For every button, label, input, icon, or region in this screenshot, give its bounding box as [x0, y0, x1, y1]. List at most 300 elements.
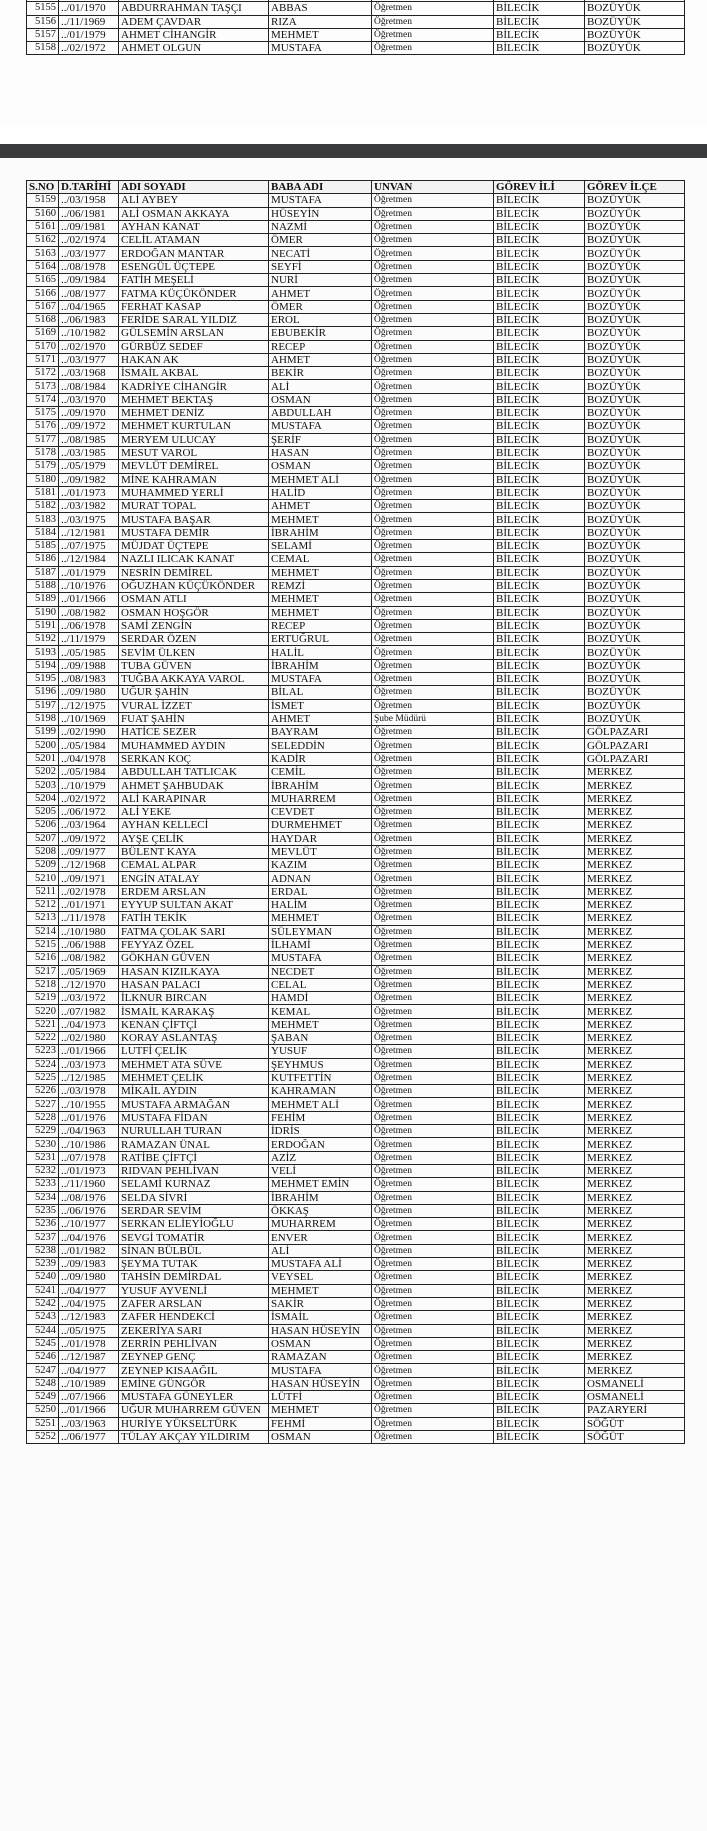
cell-father-name: NAZMİ	[269, 220, 372, 233]
table-row	[27, 672, 685, 685]
cell-father-name: MEHMET	[269, 1284, 372, 1297]
cell-duty-province: BİLECİK	[494, 1018, 585, 1031]
cell-father-name: İBRAHİM	[269, 526, 372, 539]
table-row	[27, 1297, 685, 1310]
cell-title: Öğretmen	[372, 739, 494, 752]
cell-title: Öğretmen	[372, 1258, 494, 1271]
cell-full-name: SERDAR SEVİM	[119, 1204, 269, 1217]
cell-duty-province: BİLECİK	[494, 1324, 585, 1337]
cell-full-name: TAHSİN DEMİRDAL	[119, 1271, 269, 1284]
cell-full-name: MUHAMMED YERLİ	[119, 486, 269, 499]
cell-duty-province: BİLECİK	[494, 407, 585, 420]
cell-birth-date: ../08/1983	[59, 672, 119, 685]
cell-duty-district: MERKEZ	[585, 1364, 685, 1377]
cell-full-name: İSMAİL KARAKAŞ	[119, 1005, 269, 1018]
cell-full-name: TÜLAY AKÇAY YILDIRIM	[119, 1430, 269, 1443]
cell-full-name: HATİCE SEZER	[119, 726, 269, 739]
page-gap	[0, 126, 707, 144]
cell-birth-date: ../04/1965	[59, 300, 119, 313]
cell-title: Öğretmen	[372, 819, 494, 832]
cell-sno: 5176	[27, 420, 59, 433]
table-row	[27, 486, 685, 499]
cell-duty-province: BİLECİK	[494, 1032, 585, 1045]
cell-father-name: ERTUĞRUL	[269, 633, 372, 646]
cell-duty-district: BOZÜYÜK	[585, 606, 685, 619]
cell-title: Öğretmen	[372, 1377, 494, 1390]
cell-sno: 5202	[27, 766, 59, 779]
cell-full-name: AYHAN KANAT	[119, 220, 269, 233]
cell-birth-date: ../02/1970	[59, 340, 119, 353]
cell-birth-date: ../10/1977	[59, 1218, 119, 1231]
cell-duty-province: BİLECİK	[494, 247, 585, 260]
table-row	[27, 274, 685, 287]
cell-sno: 5160	[27, 207, 59, 220]
cell-father-name: REMZİ	[269, 579, 372, 592]
cell-duty-province: BİLECİK	[494, 1204, 585, 1217]
table-row	[27, 194, 685, 207]
cell-father-name: ÖKKAŞ	[269, 1204, 372, 1217]
cell-duty-province: BİLECİK	[494, 1404, 585, 1417]
cell-duty-district: BOZÜYÜK	[585, 247, 685, 260]
cell-father-name: AHMET	[269, 712, 372, 725]
cell-full-name: FUAT ŞAHİN	[119, 712, 269, 725]
cell-father-name: ADNAN	[269, 872, 372, 885]
cell-birth-date: ../02/1972	[59, 42, 119, 55]
cell-sno: 5215	[27, 938, 59, 951]
cell-father-name: MEHMET	[269, 912, 372, 925]
cell-sno: 5158	[27, 42, 59, 55]
cell-duty-province: BİLECİK	[494, 207, 585, 220]
cell-full-name: EMİNE GÜNGÖR	[119, 1377, 269, 1390]
table-row	[27, 965, 685, 978]
cell-birth-date: ../11/1979	[59, 633, 119, 646]
cell-title: Öğretmen	[372, 859, 494, 872]
table-row	[27, 712, 685, 725]
table-row	[27, 540, 685, 553]
cell-full-name: RIDVAN PEHLİVAN	[119, 1164, 269, 1177]
cell-duty-district: MERKEZ	[585, 1005, 685, 1018]
cell-title: Öğretmen	[372, 42, 494, 55]
cell-birth-date: ../05/1969	[59, 965, 119, 978]
cell-duty-province: BİLECİK	[494, 766, 585, 779]
cell-birth-date: ../07/1982	[59, 1005, 119, 1018]
cell-father-name: ALİ	[269, 380, 372, 393]
table-row	[27, 1164, 685, 1177]
cell-birth-date: ../09/1984	[59, 274, 119, 287]
cell-sno: 5219	[27, 992, 59, 1005]
personnel-table	[26, 180, 685, 1444]
cell-duty-district: BOZÜYÜK	[585, 287, 685, 300]
table-row	[27, 1351, 685, 1364]
cell-full-name: TUĞBA AKKAYA VAROL	[119, 672, 269, 685]
cell-father-name: İDRİS	[269, 1125, 372, 1138]
cell-duty-district: MERKEZ	[585, 1138, 685, 1151]
table-row	[27, 1377, 685, 1390]
cell-duty-district: OSMANELİ	[585, 1391, 685, 1404]
cell-duty-province: BİLECİK	[494, 832, 585, 845]
cell-full-name: NESRİN DEMİREL	[119, 566, 269, 579]
cell-full-name: MUSTAFA DEMİR	[119, 526, 269, 539]
cell-birth-date: ../06/1981	[59, 207, 119, 220]
cell-father-name: MUSTAFA	[269, 952, 372, 965]
cell-title: Öğretmen	[372, 686, 494, 699]
cell-birth-date: ../08/1985	[59, 433, 119, 446]
cell-title: Öğretmen	[372, 1164, 494, 1177]
cell-full-name: RAMAZAN ÜNAL	[119, 1138, 269, 1151]
cell-birth-date: ../11/1960	[59, 1178, 119, 1191]
cell-sno: 5224	[27, 1058, 59, 1071]
cell-title: Öğretmen	[372, 274, 494, 287]
cell-duty-district: MERKEZ	[585, 832, 685, 845]
cell-duty-district: BOZÜYÜK	[585, 540, 685, 553]
cell-sno: 5161	[27, 220, 59, 233]
cell-father-name: MEHMET	[269, 513, 372, 526]
table-row	[27, 446, 685, 459]
table-row	[27, 1151, 685, 1164]
cell-duty-district: GÖLPAZARI	[585, 739, 685, 752]
cell-full-name: MESUT VAROL	[119, 446, 269, 459]
cell-title: Öğretmen	[372, 1391, 494, 1404]
cell-sno: 5235	[27, 1204, 59, 1217]
cell-duty-province: BİLECİK	[494, 367, 585, 380]
cell-duty-province: BİLECİK	[494, 925, 585, 938]
cell-sno: 5236	[27, 1218, 59, 1231]
cell-father-name: İSMET	[269, 699, 372, 712]
cell-birth-date: ../05/1975	[59, 1324, 119, 1337]
cell-title: Öğretmen	[372, 566, 494, 579]
cell-full-name: ABDULLAH TATLICAK	[119, 766, 269, 779]
cell-title: Öğretmen	[372, 353, 494, 366]
cell-father-name: MEHMET	[269, 28, 372, 41]
cell-duty-province: BİLECİK	[494, 606, 585, 619]
cell-duty-district: MERKEZ	[585, 1045, 685, 1058]
cell-sno: 5197	[27, 699, 59, 712]
cell-birth-date: ../04/1973	[59, 1018, 119, 1031]
personnel-table-body	[27, 194, 685, 1444]
cell-birth-date: ../11/1969	[59, 15, 119, 28]
cell-duty-district: MERKEZ	[585, 779, 685, 792]
cell-father-name: MEHMET ALİ	[269, 473, 372, 486]
cell-sno: 5162	[27, 234, 59, 247]
cell-father-name: MUSTAFA ALİ	[269, 1258, 372, 1271]
cell-birth-date: ../11/1978	[59, 912, 119, 925]
cell-sno: 5180	[27, 473, 59, 486]
cell-duty-district: BOZÜYÜK	[585, 274, 685, 287]
cell-birth-date: ../12/1981	[59, 526, 119, 539]
table-row	[27, 646, 685, 659]
cell-duty-district: MERKEZ	[585, 1231, 685, 1244]
cell-title: Öğretmen	[372, 606, 494, 619]
cell-duty-province: BİLECİK	[494, 845, 585, 858]
cell-duty-district: BOZÜYÜK	[585, 15, 685, 28]
cell-father-name: CELAL	[269, 978, 372, 991]
cell-father-name: ALİ	[269, 1244, 372, 1257]
table-row	[27, 1058, 685, 1071]
cell-duty-district: BOZÜYÜK	[585, 513, 685, 526]
cell-title: Öğretmen	[372, 619, 494, 632]
cell-full-name: FATİH MEŞELİ	[119, 274, 269, 287]
table-row	[27, 659, 685, 672]
cell-father-name: KADİR	[269, 752, 372, 765]
cell-title: Öğretmen	[372, 1138, 494, 1151]
cell-sno: 5174	[27, 393, 59, 406]
cell-birth-date: ../01/1971	[59, 899, 119, 912]
cell-title: Öğretmen	[372, 540, 494, 553]
cell-title: Öğretmen	[372, 407, 494, 420]
cell-duty-district: MERKEZ	[585, 899, 685, 912]
cell-sno: 5243	[27, 1311, 59, 1324]
cell-duty-province: BİLECİK	[494, 433, 585, 446]
cell-birth-date: ../12/1968	[59, 859, 119, 872]
cell-father-name: HAMDİ	[269, 992, 372, 1005]
cell-birth-date: ../09/1971	[59, 872, 119, 885]
cell-full-name: ZAFER ARSLAN	[119, 1297, 269, 1310]
cell-duty-province: BİLECİK	[494, 327, 585, 340]
cell-duty-province: BİLECİK	[494, 500, 585, 513]
cell-full-name: MEHMET ATA SÜVE	[119, 1058, 269, 1071]
cell-father-name: HAYDAR	[269, 832, 372, 845]
cell-title: Öğretmen	[372, 1351, 494, 1364]
cell-sno: 5182	[27, 500, 59, 513]
cell-birth-date: ../01/1966	[59, 1404, 119, 1417]
cell-birth-date: ../03/1972	[59, 992, 119, 1005]
cell-duty-province: BİLECİK	[494, 1111, 585, 1124]
cell-full-name: ZEKERİYA SARI	[119, 1324, 269, 1337]
cell-duty-district: MERKEZ	[585, 1271, 685, 1284]
cell-duty-district: BOZÜYÜK	[585, 353, 685, 366]
cell-duty-district: BOZÜYÜK	[585, 659, 685, 672]
cell-birth-date: ../01/1973	[59, 486, 119, 499]
cell-duty-province: BİLECİK	[494, 593, 585, 606]
cell-duty-district: BOZÜYÜK	[585, 712, 685, 725]
table-row	[27, 287, 685, 300]
cell-title: Öğretmen	[372, 965, 494, 978]
cell-full-name: KADRİYE CİHANGİR	[119, 380, 269, 393]
cell-title: Öğretmen	[372, 500, 494, 513]
cell-birth-date: ../08/1984	[59, 380, 119, 393]
cell-duty-province: BİLECİK	[494, 579, 585, 592]
cell-full-name: ZAFER HENDEKCİ	[119, 1311, 269, 1324]
cell-birth-date: ../10/1989	[59, 1377, 119, 1390]
table-row	[27, 207, 685, 220]
cell-father-name: CEMAL	[269, 553, 372, 566]
cell-father-name: AHMET	[269, 353, 372, 366]
cell-sno: 5200	[27, 739, 59, 752]
table-row	[27, 633, 685, 646]
cell-sno: 5175	[27, 407, 59, 420]
cell-full-name: EYYUP SULTAN AKAT	[119, 899, 269, 912]
cell-duty-province: BİLECİK	[494, 353, 585, 366]
cell-birth-date: ../06/1983	[59, 313, 119, 326]
cell-title: Öğretmen	[372, 752, 494, 765]
cell-sno: 5221	[27, 1018, 59, 1031]
table-row	[27, 1098, 685, 1111]
cell-duty-district: MERKEZ	[585, 925, 685, 938]
cell-duty-province: BİLECİK	[494, 1364, 585, 1377]
cell-full-name: GÖKHAN GÜVEN	[119, 952, 269, 965]
cell-sno: 5204	[27, 792, 59, 805]
cell-title: Öğretmen	[372, 367, 494, 380]
cell-birth-date: ../01/1979	[59, 566, 119, 579]
cell-duty-province: BİLECİK	[494, 739, 585, 752]
cell-title: Öğretmen	[372, 433, 494, 446]
table-row	[27, 805, 685, 818]
cell-duty-province: BİLECİK	[494, 194, 585, 207]
cell-full-name: ERDOĞAN MANTAR	[119, 247, 269, 260]
cell-sno: 5172	[27, 367, 59, 380]
cell-birth-date: ../01/1966	[59, 1045, 119, 1058]
cell-duty-district: MERKEZ	[585, 1204, 685, 1217]
cell-father-name: NURİ	[269, 274, 372, 287]
table-row	[27, 1244, 685, 1257]
cell-sno: 5230	[27, 1138, 59, 1151]
cell-title: Öğretmen	[372, 872, 494, 885]
cell-duty-district: BOZÜYÜK	[585, 433, 685, 446]
cell-sno: 5244	[27, 1324, 59, 1337]
cell-sno: 5245	[27, 1337, 59, 1350]
cell-duty-province: BİLECİK	[494, 540, 585, 553]
table-row	[27, 1417, 685, 1430]
cell-father-name: OSMAN	[269, 460, 372, 473]
cell-full-name: UĞUR ŞAHİN	[119, 686, 269, 699]
cell-duty-district: SÖĞÜT	[585, 1417, 685, 1430]
cell-birth-date: ../10/1982	[59, 327, 119, 340]
table-row	[27, 327, 685, 340]
cell-title: Öğretmen	[372, 992, 494, 1005]
cell-birth-date: ../02/1972	[59, 792, 119, 805]
cell-sno: 5203	[27, 779, 59, 792]
cell-birth-date: ../01/1982	[59, 1244, 119, 1257]
cell-birth-date: ../02/1990	[59, 726, 119, 739]
cell-title: Öğretmen	[372, 28, 494, 41]
cell-sno: 5240	[27, 1271, 59, 1284]
cell-duty-district: MERKEZ	[585, 1244, 685, 1257]
cell-sno: 5159	[27, 194, 59, 207]
table-row	[27, 1138, 685, 1151]
cell-full-name: HASAN KIZILKAYA	[119, 965, 269, 978]
cell-duty-district: BOZÜYÜK	[585, 420, 685, 433]
cell-duty-district: MERKEZ	[585, 1311, 685, 1324]
cell-father-name: AZİZ	[269, 1151, 372, 1164]
cell-full-name: FEYYAZ ÖZEL	[119, 938, 269, 951]
table-row	[27, 1271, 685, 1284]
cell-father-name: MUHARREM	[269, 792, 372, 805]
cell-duty-district: BOZÜYÜK	[585, 593, 685, 606]
cell-full-name: ABDURRAHMAN TAŞÇI	[119, 2, 269, 15]
cell-full-name: FERHAT KASAP	[119, 300, 269, 313]
cell-full-name: ALİ KARAPINAR	[119, 792, 269, 805]
cell-duty-district: BOZÜYÜK	[585, 194, 685, 207]
table-row	[27, 340, 685, 353]
table-row	[27, 300, 685, 313]
cell-title: Öğretmen	[372, 1244, 494, 1257]
cell-father-name: HASAN HÜSEYİN	[269, 1324, 372, 1337]
table-row	[27, 952, 685, 965]
cell-father-name: SELEDDİN	[269, 739, 372, 752]
cell-father-name: MUHARREM	[269, 1218, 372, 1231]
cell-duty-district: OSMANELİ	[585, 1377, 685, 1390]
cell-sno: 5220	[27, 1005, 59, 1018]
cell-duty-province: BİLECİK	[494, 1337, 585, 1350]
cell-title: Şube Müdürü	[372, 712, 494, 725]
table-row	[27, 393, 685, 406]
cell-sno: 5181	[27, 486, 59, 499]
cell-full-name: OSMAN HOŞGÖR	[119, 606, 269, 619]
cell-father-name: VELİ	[269, 1164, 372, 1177]
table-row	[27, 1284, 685, 1297]
cell-duty-district: BOZÜYÜK	[585, 42, 685, 55]
cell-duty-district: MERKEZ	[585, 1191, 685, 1204]
cell-duty-district: MERKEZ	[585, 1218, 685, 1231]
cell-birth-date: ../06/1978	[59, 619, 119, 632]
cell-duty-district: MERKEZ	[585, 1071, 685, 1084]
cell-duty-province: BİLECİK	[494, 1244, 585, 1257]
table-row	[27, 1178, 685, 1191]
cell-full-name: KORAY ASLANTAŞ	[119, 1032, 269, 1045]
table-row	[27, 899, 685, 912]
cell-duty-district: PAZARYERİ	[585, 1404, 685, 1417]
cell-duty-district: GÖLPAZARI	[585, 726, 685, 739]
table-row	[27, 1191, 685, 1204]
cell-full-name: İLKNUR BIRCAN	[119, 992, 269, 1005]
cell-full-name: SAMİ ZENGİN	[119, 619, 269, 632]
cell-title: Öğretmen	[372, 805, 494, 818]
cell-birth-date: ../12/1985	[59, 1071, 119, 1084]
cell-sno: 5196	[27, 686, 59, 699]
cell-title: Öğretmen	[372, 899, 494, 912]
cell-birth-date: ../03/1968	[59, 367, 119, 380]
table-row	[27, 513, 685, 526]
cell-duty-province: BİLECİK	[494, 1231, 585, 1244]
cell-sno: 5184	[27, 526, 59, 539]
cell-sno: 5157	[27, 28, 59, 41]
table-row	[27, 220, 685, 233]
cell-title: Öğretmen	[372, 1204, 494, 1217]
cell-birth-date: ../06/1977	[59, 1430, 119, 1443]
cell-sno: 5213	[27, 912, 59, 925]
cell-duty-province: BİLECİK	[494, 313, 585, 326]
cell-title: Öğretmen	[372, 779, 494, 792]
cell-duty-province: BİLECİK	[494, 1191, 585, 1204]
cell-full-name: NAZLI ILICAK KANAT	[119, 553, 269, 566]
table-row	[27, 1125, 685, 1138]
table-row	[27, 978, 685, 991]
cell-duty-province: BİLECİK	[494, 938, 585, 951]
previous-page-table	[26, 0, 685, 55]
cell-sno: 5163	[27, 247, 59, 260]
cell-title: Öğretmen	[372, 553, 494, 566]
cell-title: Öğretmen	[372, 1058, 494, 1071]
cell-full-name: SİNAN BÜLBÜL	[119, 1244, 269, 1257]
cell-title: Öğretmen	[372, 2, 494, 15]
cell-father-name: BEKİR	[269, 367, 372, 380]
cell-duty-district: MERKEZ	[585, 1151, 685, 1164]
cell-sno: 5246	[27, 1351, 59, 1364]
cell-birth-date: ../10/1969	[59, 712, 119, 725]
table-row	[27, 42, 685, 55]
cell-duty-district: MERKEZ	[585, 992, 685, 1005]
cell-duty-district: BOZÜYÜK	[585, 407, 685, 420]
cell-title: Öğretmen	[372, 1191, 494, 1204]
cell-title: Öğretmen	[372, 247, 494, 260]
cell-full-name: MUSTAFA BAŞAR	[119, 513, 269, 526]
cell-father-name: MUSTAFA	[269, 1364, 372, 1377]
cell-birth-date: ../01/1966	[59, 593, 119, 606]
cell-duty-province: BİLECİK	[494, 1417, 585, 1430]
cell-title: Öğretmen	[372, 659, 494, 672]
cell-duty-district: BOZÜYÜK	[585, 446, 685, 459]
cell-title: Öğretmen	[372, 885, 494, 898]
